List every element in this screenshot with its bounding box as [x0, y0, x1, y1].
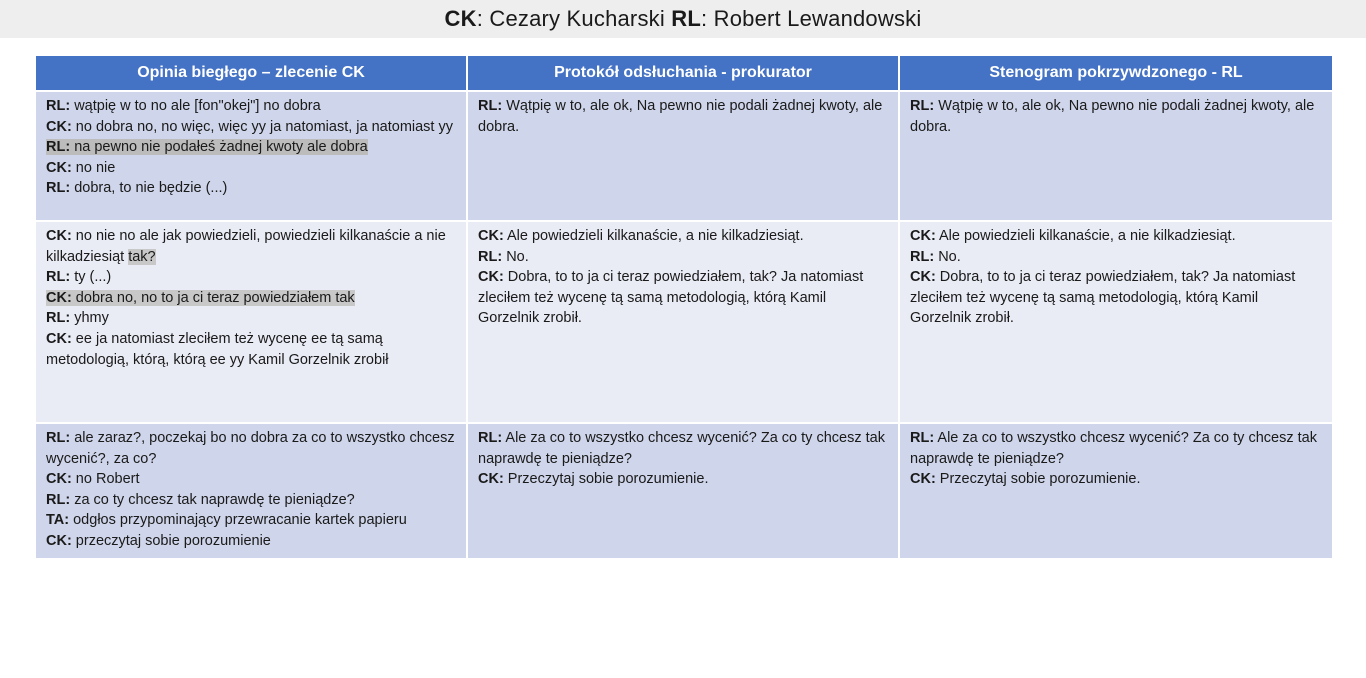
- title-rl-abbr: RL: [671, 6, 701, 31]
- utterance-text: Ale powiedzieli kilkanaście, a nie kilkadziesiąt.: [935, 228, 1236, 244]
- speaker-label: CK:: [46, 532, 72, 549]
- transcript-line: [46, 531, 456, 552]
- transcript-line: [478, 96, 888, 137]
- utterance-text: Przeczytaj sobie porozumienie.: [503, 471, 709, 488]
- speaker-label: CK:: [910, 269, 936, 286]
- table-header-row: [35, 55, 1333, 91]
- transcript-line: [46, 267, 456, 288]
- utterance-text: no dobra no, no więc, więc yy ja natomiast, ja natomiast yy: [71, 118, 453, 135]
- utterance-text: Dobra, to to ja ci teraz powiedziałem, tak? Ja natomiast zleciłem też wycenę tą samą metodologią, którą Kamil Gorzelnik zrobił.: [478, 269, 864, 327]
- utterance-text: no Robert: [71, 471, 140, 488]
- speaker-label: RL:: [46, 98, 71, 114]
- speaker-label: RL:: [46, 491, 71, 508]
- table-cell-expert-opinion: [35, 221, 467, 423]
- speaker-label: CK:: [478, 471, 504, 488]
- speaker-label: CK:: [910, 228, 936, 244]
- utterance-text: ee ja natomiast zleciłem też wycenę ee tą samą metodologią, którą, którą ee yy Kamil Gorzelnik zrobił: [46, 330, 389, 368]
- utterance-text: dobra, to nie będzie (...): [70, 180, 228, 197]
- transcript-line: [478, 247, 888, 268]
- speaker-label: CK:: [478, 228, 504, 244]
- speaker-label: RL:: [910, 98, 935, 114]
- table-cell-expert-opinion: [35, 91, 467, 221]
- transcript-line: [46, 178, 456, 199]
- table-cell-victim-transcript: [899, 91, 1333, 221]
- utterance-text: Wątpię w to, ale ok, Na pewno nie podali żadnej kwoty, ale dobra.: [910, 98, 1315, 135]
- page-title: [0, 0, 1366, 38]
- utterance-text: yhmy: [70, 310, 109, 327]
- table-cell-prosecutor-protocol: [467, 221, 899, 423]
- utterance-text: na pewno nie podałeś żadnej kwoty ale dobra: [70, 139, 368, 156]
- table-row: [35, 91, 1333, 221]
- utterance-text: przeczytaj sobie porozumienie: [71, 532, 271, 549]
- utterance-text: no nie: [71, 159, 116, 176]
- speaker-label: RL:: [46, 139, 71, 156]
- utterance-text: dobra no, no to ja ci teraz powiedziałem tak: [71, 289, 355, 306]
- speaker-label: RL:: [478, 98, 503, 114]
- transcript-line: [46, 158, 456, 179]
- transcript-line: [910, 267, 1322, 329]
- utterance-text: Przeczytaj sobie porozumienie.: [935, 471, 1141, 488]
- speaker-label: CK:: [46, 289, 72, 306]
- transcript-line: [910, 247, 1322, 268]
- column-header: Opinia biegłego – zlecenie CK: [35, 55, 467, 91]
- column-header: Protokół odsłuchania - prokurator: [467, 55, 899, 91]
- transcript-line: [46, 510, 456, 531]
- speaker-label: TA:: [46, 512, 70, 529]
- transcript-line: [46, 329, 456, 370]
- transcript-line: [46, 428, 456, 469]
- speaker-label: CK:: [46, 159, 72, 176]
- speaker-label: RL:: [478, 430, 503, 446]
- speaker-label: CK:: [46, 330, 72, 347]
- utterance-text: odgłos przypominający przewracanie kartek papieru: [69, 512, 407, 529]
- transcript-line: [46, 308, 456, 329]
- utterance-text: Ale powiedzieli kilkanaście, a nie kilkadziesiąt.: [503, 228, 804, 244]
- utterance-text: No.: [934, 248, 961, 265]
- transcript-line: [46, 288, 456, 309]
- table-cell-victim-transcript: [899, 221, 1333, 423]
- title-ck-name: : Cezary Kucharski: [476, 6, 672, 31]
- transcript-line: [46, 96, 456, 117]
- transcript-line: [910, 226, 1322, 247]
- speaker-label: RL:: [46, 180, 71, 197]
- column-header: Stenogram pokrzywdzonego - RL: [899, 55, 1333, 91]
- transcript-line: [910, 96, 1322, 137]
- utterance-text: za co ty chcesz tak naprawdę te pieniądze?: [70, 491, 355, 508]
- utterance-text: Wątpię w to, ale ok, Na pewno nie podali żadnej kwoty, ale dobra.: [478, 98, 883, 135]
- transcript-line: [478, 226, 888, 247]
- comparison-table: [34, 54, 1334, 560]
- transcript-line: [478, 428, 888, 469]
- table-row: [35, 221, 1333, 423]
- speaker-label: CK:: [910, 471, 936, 488]
- speaker-label: RL:: [478, 248, 503, 265]
- table-cell-prosecutor-protocol: [467, 423, 899, 559]
- utterance-text: No.: [502, 248, 529, 265]
- transcript-line: [46, 469, 456, 490]
- utterance-text: Ale za co to wszystko chcesz wycenić? Za co ty chcesz tak naprawdę te pieniądze?: [478, 430, 885, 467]
- speaker-label: RL:: [46, 430, 71, 446]
- speaker-label: CK:: [46, 228, 72, 244]
- speaker-label: CK:: [478, 269, 504, 286]
- transcript-line: [910, 428, 1322, 469]
- title-rl-name: : Robert Lewandowski: [701, 6, 922, 31]
- speaker-label: RL:: [910, 430, 935, 446]
- transcript-line: [46, 490, 456, 511]
- table-cell-expert-opinion: [35, 423, 467, 559]
- utterance-text: Ale za co to wszystko chcesz wycenić? Za co ty chcesz tak naprawdę te pieniądze?: [910, 430, 1317, 467]
- utterance-text: ale zaraz?, poczekaj bo no dobra za co to wszystko chcesz wycenić?, za co?: [46, 430, 455, 467]
- transcript-line: [46, 117, 456, 138]
- transcript-line: [478, 469, 888, 490]
- table-cell-victim-transcript: [899, 423, 1333, 559]
- speaker-label: CK:: [46, 471, 72, 488]
- speaker-label: RL:: [46, 269, 71, 286]
- transcript-line: [46, 226, 456, 267]
- utterance-text: Dobra, to to ja ci teraz powiedziałem, tak? Ja natomiast zleciłem też wycenę tą samą metodologią, którą Kamil Gorzelnik zrobił.: [910, 269, 1296, 327]
- table-cell-prosecutor-protocol: [467, 91, 899, 221]
- transcript-line: [478, 267, 888, 329]
- transcript-line: [46, 137, 456, 158]
- speaker-label: CK:: [46, 118, 72, 135]
- transcript-line: [910, 469, 1322, 490]
- utterance-text: no nie no ale jak powiedzieli, powiedzieli kilkanaście a nie kilkadziesiąt: [46, 228, 446, 265]
- title-ck-abbr: CK: [444, 6, 477, 31]
- utterance-text: wątpię w to no ale [fon"okej"] no dobra: [70, 98, 321, 114]
- utterance-text: ty (...): [70, 269, 112, 286]
- speaker-label: RL:: [46, 310, 71, 327]
- table-row: [35, 423, 1333, 559]
- speaker-label: RL:: [910, 248, 935, 265]
- highlighted-text: tak?: [128, 248, 156, 265]
